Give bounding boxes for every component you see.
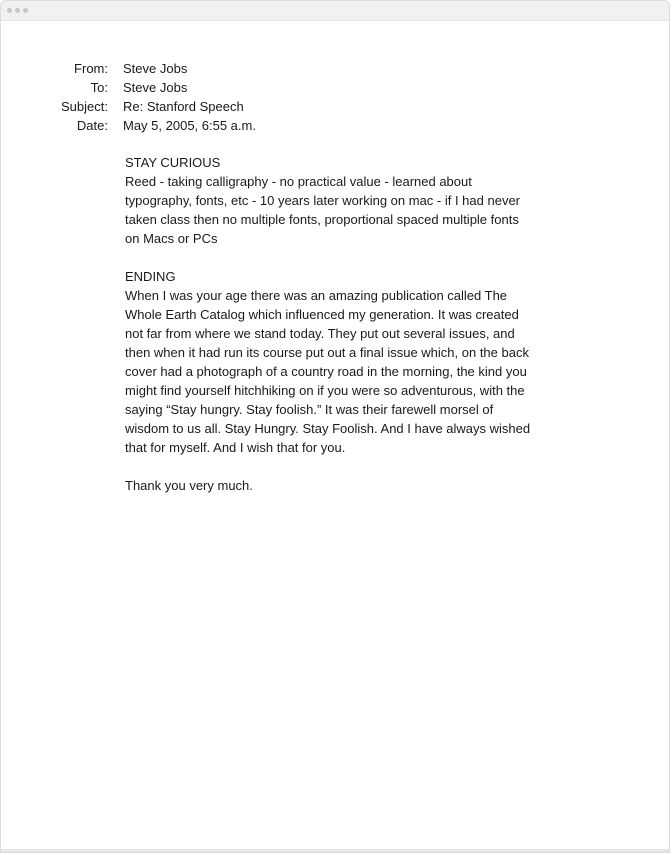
window-titlebar	[1, 1, 669, 21]
header-date	[1, 116, 669, 135]
header-subject-value: Re: Stanford Speech	[123, 99, 244, 114]
window-controls	[7, 8, 28, 13]
header-subject-label: Subject:	[61, 99, 108, 114]
minimize-window-dot-icon[interactable]	[15, 8, 20, 13]
header-from-value: Steve Jobs	[123, 61, 188, 76]
window-bottom-edge	[1, 849, 669, 852]
section-text: When I was your age there was an amazing publication called The Whole Earth Catalog which influenced my generation. It was created not far from where we stand today. They put out several issues, and then when it had run its course put out a final issue which, on the back cover had a photograph of a country road in the morning, the kind you might find yourself hitchhiking on if you were so adventurous, with the saying “Stay hungry. Stay foolish.” It was their farewell morsel of wisdom to us all. Stay Hungry. Stay Foolish. And I have always wished that for myself. And I wish that for you.	[125, 288, 531, 455]
header-from	[1, 59, 669, 78]
header-subject	[1, 97, 669, 116]
section-text: Reed - taking calligraphy - no practical value - learned about typography, fonts, etc - 10 years later working on mac - if I had never taken class then no multiple fonts, proportional spaced multiple fonts on Macs or PCs	[125, 174, 521, 246]
header-to	[1, 78, 669, 97]
closing-line: Thank you very much.	[125, 478, 253, 493]
header-from-label: From:	[74, 61, 108, 76]
header-date-value: May 5, 2005, 6:55 a.m.	[123, 118, 256, 133]
email-body	[125, 153, 535, 514]
zoom-window-dot-icon[interactable]	[23, 8, 28, 13]
section-heading: STAY CURIOUS	[125, 155, 221, 170]
email-headers	[1, 59, 669, 135]
section-stay-curious	[125, 153, 535, 248]
header-to-label: To:	[90, 80, 108, 95]
section-heading: ENDING	[125, 269, 176, 284]
header-to-value: Steve Jobs	[123, 80, 188, 95]
section-ending	[125, 267, 535, 457]
header-date-label: Date:	[76, 118, 108, 133]
close-window-dot-icon[interactable]	[7, 8, 12, 13]
